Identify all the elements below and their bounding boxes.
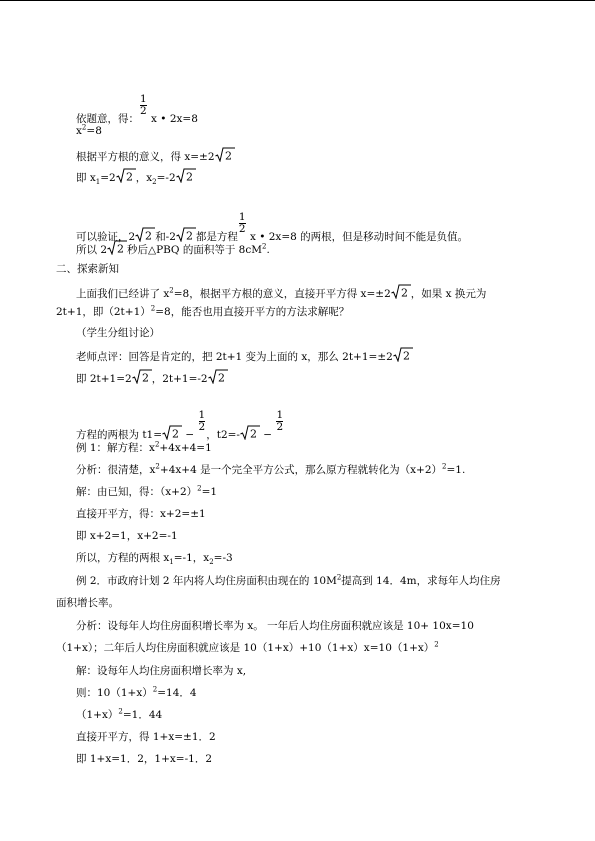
text-run: 提高到 14．4m，求每年人均住房: [341, 575, 501, 587]
square-root-sign: [208, 369, 228, 384]
text-run: 例 1：解方程：x: [76, 442, 155, 454]
text-run: =1.: [446, 464, 466, 476]
text-run: ，如果 x 换元为: [410, 288, 487, 300]
subscript: 2: [209, 558, 214, 567]
text-run: 例 2．市政府计划 2 年内将人均住房面积由现在的 10M: [76, 575, 337, 587]
text-run: 即 x+2=1，x+2=-1: [76, 530, 178, 542]
radicand: 2: [185, 229, 193, 242]
square-root-sign: [132, 369, 152, 384]
fraction-denominator: 2: [276, 421, 284, 433]
text-run: =-3: [213, 552, 233, 564]
radicand: 2: [217, 371, 225, 384]
text-run: 方程的两根为 t1=: [76, 429, 163, 441]
text-run: x: [76, 125, 82, 137]
fraction-denominator: 2: [198, 421, 206, 433]
text-run: =-2: [156, 172, 176, 184]
text-run: =8: [86, 125, 102, 137]
text-run: 解：由已知，得：（x+2）: [76, 486, 198, 498]
text-line: [76, 708, 162, 722]
text-run: 上面我们已经讲了 x: [76, 288, 170, 300]
text-run: 和-2: [155, 231, 176, 243]
text-run: 都是方程: [195, 231, 238, 243]
text-run: 分析：很清楚，x: [76, 464, 156, 476]
radicand: 2: [224, 149, 232, 162]
text-line: [76, 752, 212, 766]
text-line: [76, 507, 206, 521]
text-run: 面积增长率。: [56, 597, 119, 609]
text-run: 所以，方程的两根 x: [76, 552, 170, 564]
text-run: （学生分组讨论）: [76, 327, 160, 339]
radicand: 2: [400, 286, 408, 299]
square-root-sign: [176, 168, 196, 183]
text-line: [76, 664, 246, 678]
radicand: 2: [141, 371, 149, 384]
text-line: [76, 369, 228, 386]
text-run: 二、探索新知: [56, 263, 119, 275]
text-run: +4x+4=1: [159, 442, 212, 454]
text-run: =8，根据平方根的意义，直接开平方得 x=±2: [173, 288, 391, 300]
text-run: x • 2x=8: [151, 113, 198, 125]
text-line: [76, 485, 217, 499]
text-line: [76, 619, 474, 633]
fraction-numerator: 1: [276, 409, 284, 421]
fraction: [239, 212, 246, 235]
text-run: 即 2t+1=2: [76, 373, 132, 385]
superscript: 2: [118, 707, 123, 716]
text-line: [76, 410, 284, 442]
text-run: +4x+4 是一个完全平方公式，那么原方程就转化为（x+2）: [159, 464, 443, 476]
fraction-numerator: 1: [198, 409, 206, 421]
radicand: 2: [402, 349, 410, 362]
text-run: 可以验证，2: [76, 231, 136, 243]
subscript: 1: [169, 558, 174, 567]
text-run: 根据平方根的意义，得 x=±2: [76, 151, 215, 163]
text-run: 2t+1，即（2t+1）: [56, 306, 151, 318]
superscript: 2: [261, 242, 267, 251]
text-line: [76, 551, 233, 565]
square-root-sign: [393, 347, 413, 362]
superscript: 2: [150, 304, 156, 313]
page-top-border: [0, 0, 595, 1]
text-run: 解：设每年人均住房面积增长率为 x,: [76, 665, 247, 677]
text-run: 即 x: [76, 172, 96, 184]
superscript: 2: [197, 484, 202, 493]
superscript: 2: [152, 685, 158, 694]
superscript: 2: [81, 123, 87, 132]
square-root-sign: [162, 425, 182, 440]
superscript: 2: [155, 462, 160, 471]
minus-sign: −: [259, 429, 276, 441]
square-root-sign: [391, 284, 411, 299]
text-line: [76, 326, 160, 340]
text-run: 分析：设每年人均住房面积增长率为 x。 一年后人均住房面积就应该是 10+ 10x=10: [76, 620, 474, 632]
fraction-denominator: 2: [238, 223, 246, 235]
text-run: =2: [100, 172, 116, 184]
fraction: [140, 94, 147, 117]
square-root-sign: [240, 425, 260, 440]
text-line: [76, 240, 270, 257]
text-run: x • 2x=8 的两根，但是移动时间不能是负值。: [249, 231, 469, 243]
text-run: 直接开平方，得 1+x=±1．2: [76, 731, 216, 743]
text-run: 直接开平方，得：x+2=±1: [76, 508, 206, 520]
superscript: 2: [169, 286, 174, 295]
text-line: [76, 730, 216, 744]
square-root-sign: [107, 240, 127, 255]
section-heading: [56, 262, 119, 276]
text-run: .: [266, 244, 270, 256]
text-line: [56, 305, 349, 319]
text-run: 老师点评：回答是肯定的，把 2t+1 变为上面的 x，那么 2t+1=±2: [76, 351, 393, 363]
text-run: =-1，x: [173, 552, 210, 564]
text-line: [76, 686, 197, 700]
text-run: =8，能否也用直接开平方的方法求解呢？: [155, 306, 350, 318]
text-line: [76, 284, 486, 301]
radicand: 2: [172, 427, 180, 440]
text-line: [76, 124, 102, 138]
text-line: [76, 463, 465, 477]
superscript: 2: [434, 640, 439, 649]
subscript: 2: [152, 178, 157, 187]
fraction: [199, 410, 206, 433]
text-run: （1+x）: [76, 709, 119, 721]
radicand: 2: [185, 170, 193, 183]
fraction: [276, 410, 283, 433]
text-line: [76, 168, 196, 185]
radicand: 2: [145, 229, 153, 242]
text-run: 所以 2: [76, 244, 108, 256]
subscript: 1: [95, 178, 101, 187]
fraction-numerator: 1: [238, 211, 246, 223]
text-line: [76, 94, 198, 126]
superscript: 2: [154, 440, 160, 449]
superscript: 2: [442, 462, 447, 471]
fraction-numerator: 1: [140, 93, 147, 105]
text-run: （1+x）；二年后人均住房面积就应该是 10（1+x）+10（1+x）x=10（1+x）: [56, 642, 435, 654]
text-line: [56, 596, 119, 610]
radicand: 2: [117, 242, 125, 255]
text-line: [76, 441, 212, 455]
square-root-sign: [215, 147, 235, 162]
text-run: 即 1+x=1．2，1+x=-1．2: [76, 753, 213, 765]
square-root-sign: [116, 168, 136, 183]
radicand: 2: [249, 427, 257, 440]
radicand: 2: [125, 170, 133, 183]
text-line: [76, 574, 501, 588]
text-run: ，2t+1=-2: [151, 373, 208, 385]
superscript: 2: [336, 573, 342, 582]
text-run: =1．44: [122, 709, 163, 721]
text-run: 则：10（1+x）: [76, 687, 153, 699]
text-line: [76, 529, 178, 543]
text-line: [56, 641, 439, 655]
text-run: ，x: [135, 172, 153, 184]
text-run: =14．4: [157, 687, 197, 699]
text-line: [76, 347, 413, 364]
text-run: 依题意，得：: [76, 113, 139, 125]
text-run: 秒后△PBQ 的面积等于 8cM: [127, 244, 262, 256]
text-run: ，t2=-: [206, 429, 240, 441]
text-run: =1: [201, 486, 218, 498]
fraction-denominator: 2: [140, 105, 147, 117]
text-line: [76, 147, 235, 164]
minus-sign: −: [182, 429, 198, 441]
